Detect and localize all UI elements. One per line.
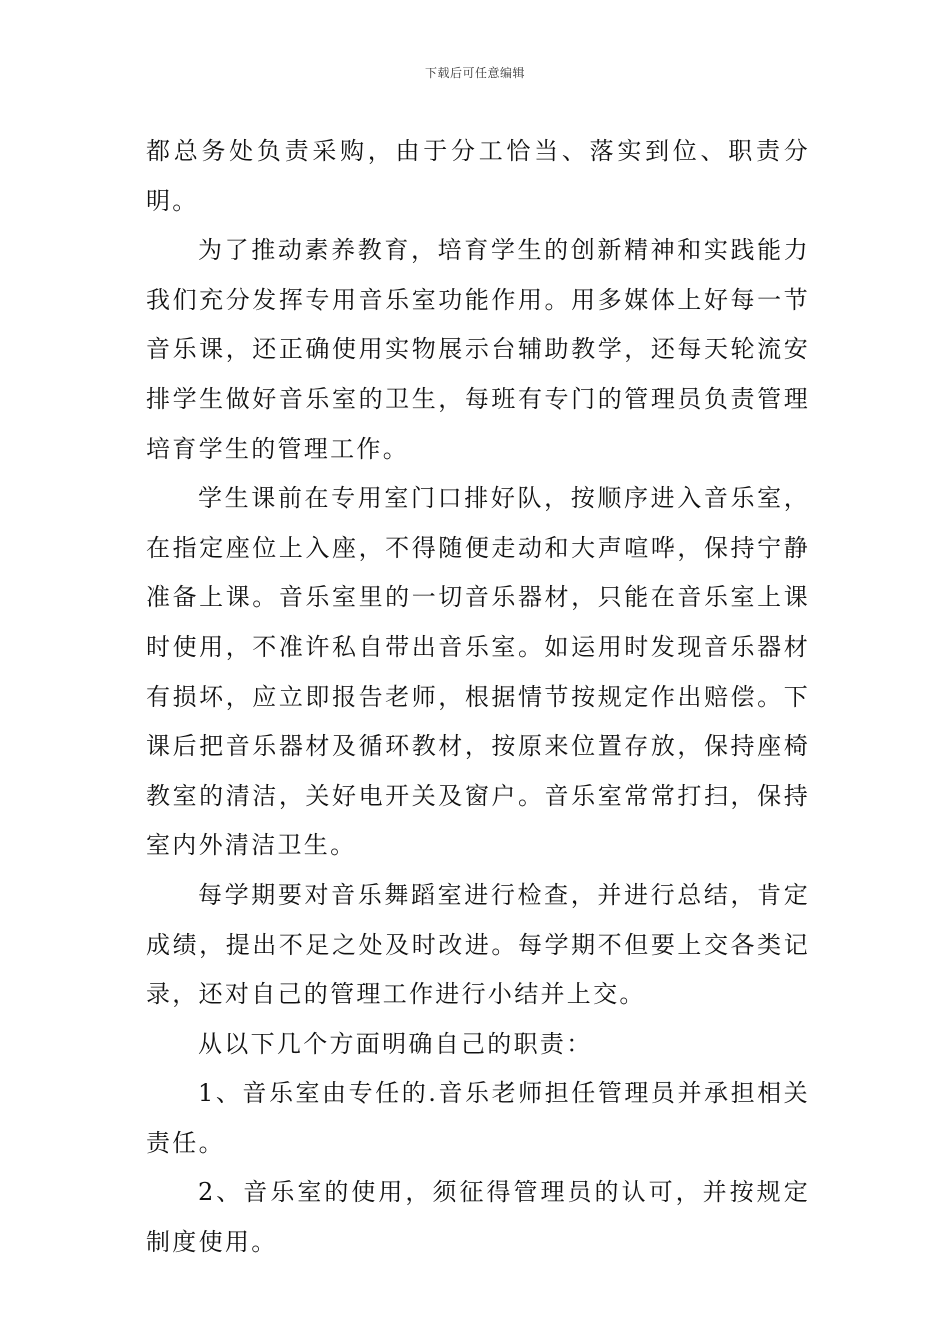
paragraph-classroom-rules: 学生课前在专用室门口排好队，按顺序进入音乐室，在指定座位上入座，不得随便走动和大声喧哗，保持宁静准备上课。音乐室里的一切音乐器材，只能在音乐室上课时使用，不准许私自带出音乐室。如运用时发现音乐器材有损坏，应立即报告老师，根据情节按规定作出赔偿。下课后把音乐器材及循环教材，按原来位置存放，保持座椅教室的清洁，关好电开关及窗户。音乐室常常打扫，保持室内外清洁卫生。 — [146, 484, 810, 860]
document-body — [146, 127, 810, 1268]
paragraph-continuation: 都总务处负责采购，由于分工恰当、落实到位、职责分明。 — [146, 137, 810, 215]
list-item-duty-2: 2、音乐室的使用，须征得管理员的认可，并按规定制度使用。 — [146, 1178, 810, 1257]
paragraph-semester-inspection: 每学期要对音乐舞蹈室进行检查，并进行总结，肯定成绩，提出不足之处及时改进。每学期不但要上交各类记录，还对自己的管理工作进行小结并上交。 — [146, 880, 810, 1009]
page-header-note: 下载后可任意编辑 — [424, 66, 525, 80]
paragraph-quality-education: 为了推动素养教育，培育学生的创新精神和实践能力我们充分发挥专用音乐室功能作用。用多媒体上好每一节音乐课，还正确使用实物展示台辅助教学，还每天轮流安排学生做好音乐室的卫生，每班有专门的管理员负责管理培育学生的管理工作。 — [146, 236, 810, 463]
paragraph-duties-intro: 从以下几个方面明确自己的职责： — [198, 1029, 593, 1058]
list-item-duty-1: 1、音乐室由专任的.音乐老师担任管理员并承担相关责任。 — [146, 1079, 810, 1157]
